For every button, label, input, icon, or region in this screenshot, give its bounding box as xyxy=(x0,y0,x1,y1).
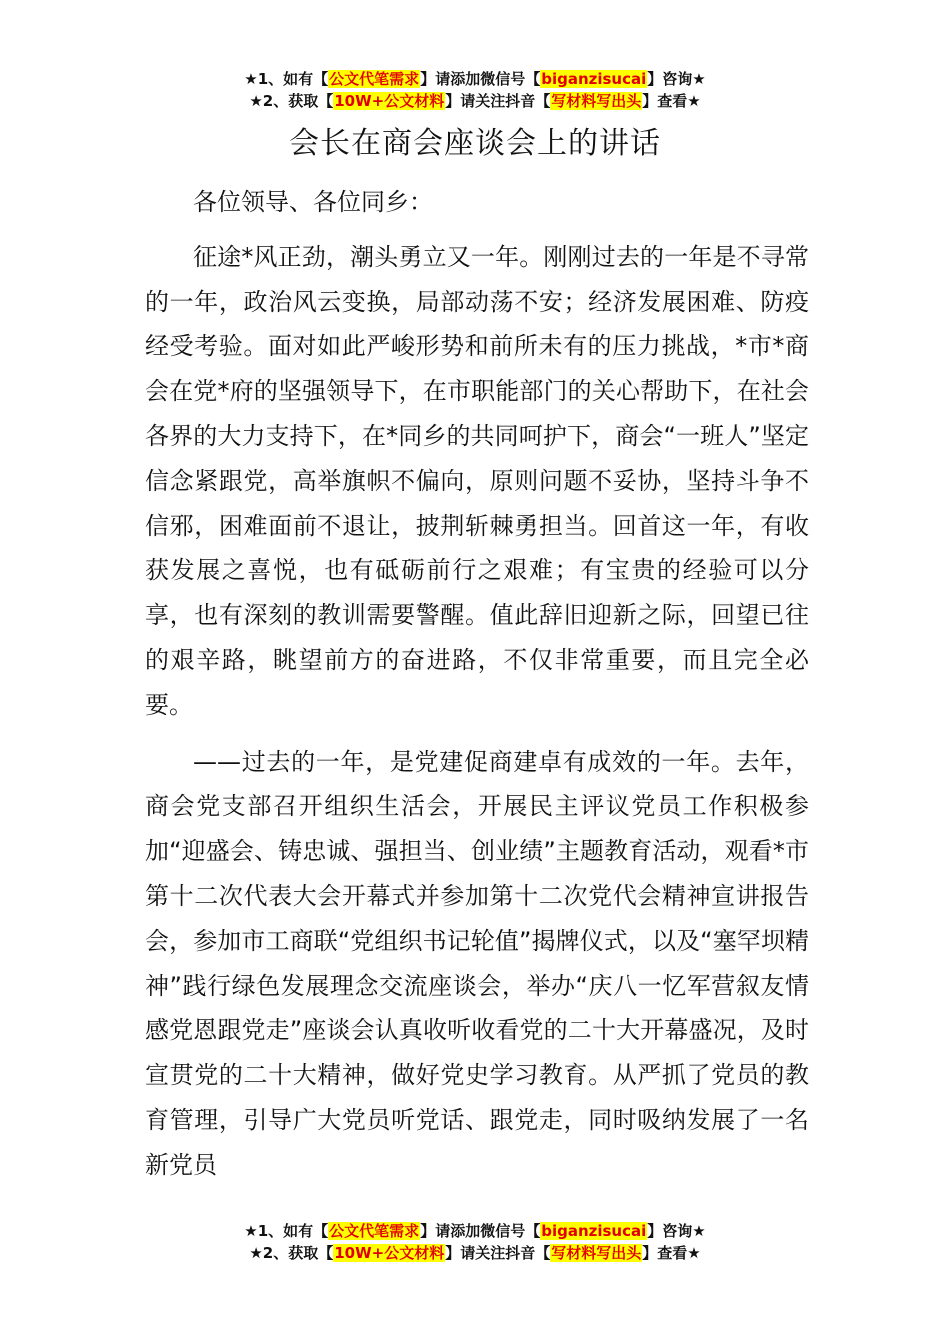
banner-highlight: 公文代笔需求 xyxy=(329,1222,420,1240)
banner-line-1 xyxy=(0,1220,950,1242)
banner-text: 】查看★ xyxy=(642,92,701,110)
banner-highlight: 10W+公文材料 xyxy=(334,92,445,110)
banner-highlight: 写材料写出头 xyxy=(551,1244,642,1262)
banner-highlight: biganzisucai xyxy=(541,70,647,88)
document-body xyxy=(145,180,809,1200)
greeting: 各位领导、各位同乡： xyxy=(193,188,433,216)
banner-text: ★1、如有【 xyxy=(244,1222,329,1240)
banner-text: 】查看★ xyxy=(642,1244,701,1262)
banner-line-2 xyxy=(0,90,950,112)
banner-text: ★2、获取【 xyxy=(249,92,334,110)
banner-line-2 xyxy=(0,1242,950,1264)
banner-highlight: 写材料写出头 xyxy=(551,92,642,110)
banner-highlight: 10W+公文材料 xyxy=(334,1244,445,1262)
banner-text: 】请添加微信号【 xyxy=(420,70,541,88)
banner-text: ★2、获取【 xyxy=(249,1244,334,1262)
paragraph: 征途*风正劲，潮头勇立又一年。刚刚过去的一年是不寻常的一年，政治风云变换，局部动荡不安；经济发展困难、防疫经受考验。面对如此严峻形势和前所未有的压力挑战，*市*商会在党*府的坚强领导下，在市职能部门的关心帮助下，在社会各界的大力支持下，在*同乡的共同呵护下，商会“一班人”坚定信念紧跟党，高举旗帜不偏向，原则问题不妥协，坚持斗争不信邪，困难面前不退让，披荆斩棘勇担当。回首这一年，有收获发展之喜悦，也有砥砺前行之艰难；有宝贵的经验可以分享，也有深刻的教训需要警醒。值此辞旧迎新之际，回望已往的艰辛路，眺望前方的奋进路，不仅非常重要，而且完全必要。 xyxy=(145,242,809,719)
banner-text: 】请关注抖音【 xyxy=(445,92,551,110)
banner-text: 】请添加微信号【 xyxy=(420,1222,541,1240)
paragraph: ——过去的一年，是党建促商建卓有成效的一年。去年，商会党支部召开组织生活会，开展民主评议党员工作积极参加“迎盛会、铸忠诚、强担当、创业绩”主题教育活动，观看*市第十二次代表大会开幕式并参加第十二次党代会精神宣讲报告会，参加市工商联“党组织书记轮值”揭牌仪式，以及“塞罕坝精神”践行绿色发展理念交流座谈会，举办“庆八一忆军营叙友情感党恩跟党走”座谈会认真收听收看党的二十大开幕盛况，及时宣贯党的二十大精神，做好党史学习教育。从严抓了党员的教育管理，引导广大党员听党话、跟党走，同时吸纳发展了一名新党员 xyxy=(145,747,809,1179)
banner-text: 】咨询★ xyxy=(647,1222,706,1240)
banner-highlight: biganzisucai xyxy=(541,1222,647,1240)
banner-text: 】咨询★ xyxy=(647,70,706,88)
document-title: 会长在商会座谈会上的讲话 xyxy=(289,126,661,161)
banner-highlight: 公文代笔需求 xyxy=(329,70,420,88)
footer-banner xyxy=(0,1220,950,1264)
banner-line-1 xyxy=(0,68,950,90)
banner-text: ★1、如有【 xyxy=(244,70,329,88)
banner-text: 】请关注抖音【 xyxy=(445,1244,551,1262)
header-banner xyxy=(0,68,950,112)
